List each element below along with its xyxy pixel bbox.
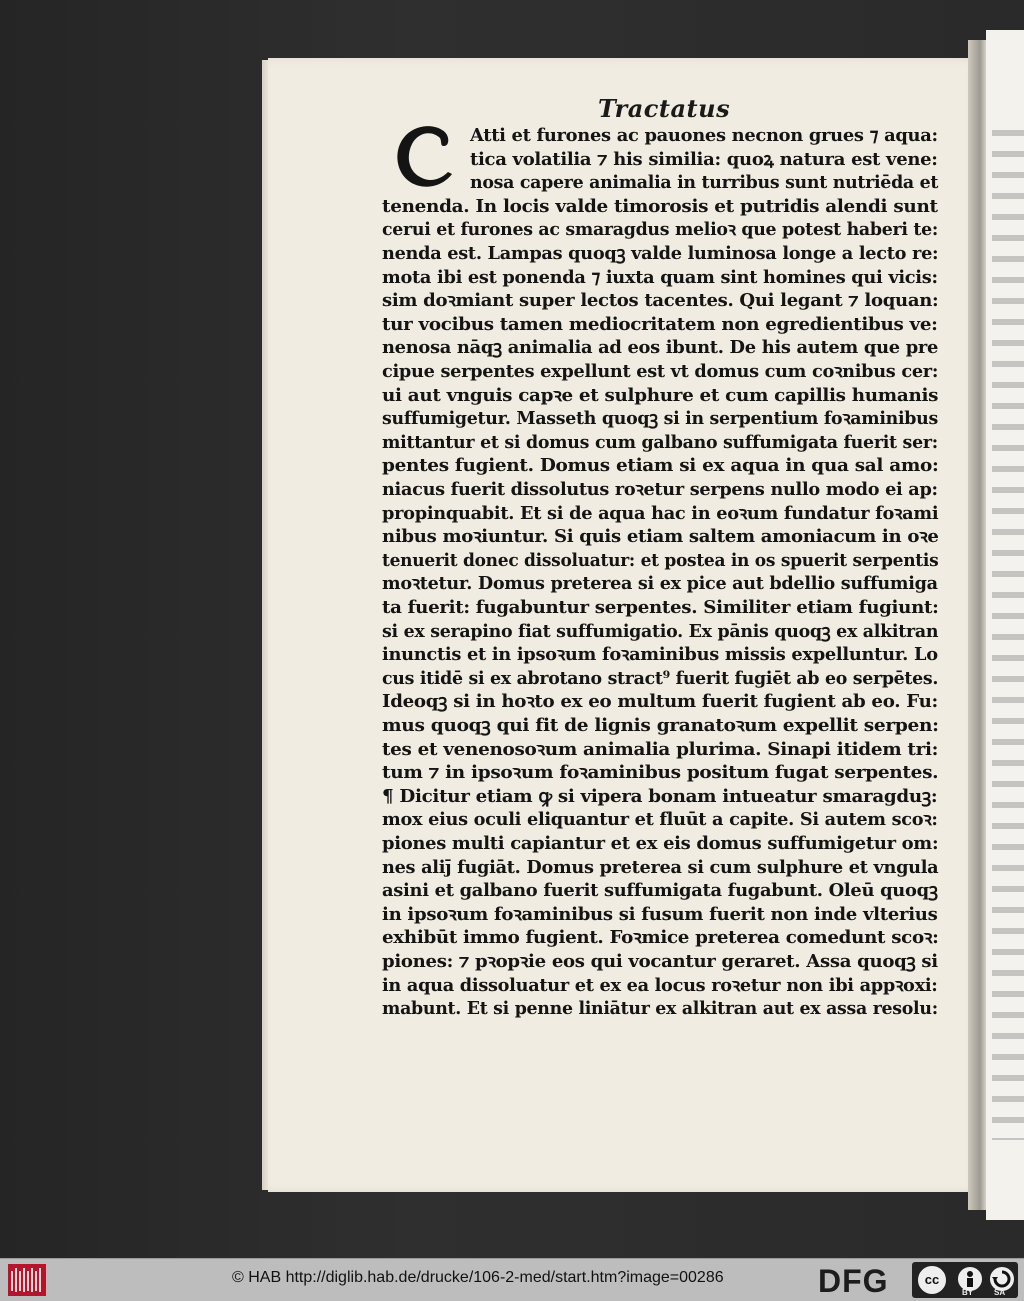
text-line: nenosa nāqꝫ animalia ad eos ibunt. De his autem que pre: [382, 337, 939, 359]
facing-page-edge: [986, 30, 1024, 1220]
text-line: exhibūt immo fugient. Foꝛmice preterea comedunt scoꝛ:: [382, 927, 939, 949]
text-line: tenuerit donec dissoluatur: et postea in os spuerit serpentis: [382, 549, 939, 571]
text-line: cus itidē si ex abrotano stract⁹ fuerit fugiēt ab eo serpētes.: [382, 667, 939, 689]
text-line: moꝛtetur. Domus preterea si ex pice aut bdellio suffumiga: [382, 573, 938, 595]
text-line: cipue serpentes expellunt est vt domus cum coꝛnibus cer:: [382, 361, 939, 382]
text-line: tenenda. In locis valde timorosis et putridis alendi sunt: [382, 195, 938, 217]
by-label: BY: [962, 1288, 974, 1297]
text-line: propinquabit. Et si de aqua hac in eoꝛum fundatur foꝛami: [382, 502, 939, 524]
text-line: mabunt. Et si penne liniātur ex alkitran aut ex assa resolu:: [382, 998, 938, 1020]
footer-bar: [0, 1258, 1024, 1301]
text-line: in aqua dissoluatur et ex ea locus roꝛetur non ibi appꝛoxi:: [382, 974, 938, 996]
text-line: in ipsoꝛum foꝛaminibus si fusum fuerit non inde vlterius: [382, 903, 938, 925]
text-line: piones: ⁊ pꝛopꝛie eos qui vocantur geraret. Assa quoqꝫ si: [382, 951, 938, 972]
text-line: inunctis et in ipsoꝛum foꝛaminibus missis expelluntur. Lo: [382, 644, 938, 666]
hab-library-logo-icon[interactable]: [8, 1264, 46, 1296]
text-line: tica volatilia ⁊ his similia: quoꝝ natura est vene:: [470, 148, 938, 170]
text-line: nenda est. Lampas quoqꝫ valde luminosa longe a lecto re:: [382, 243, 939, 264]
text-line: tur vocibus tamen mediocritatem non egredientibus ve:: [382, 313, 938, 335]
text-line: piones multi capiantur et ex eis domus suffumigetur om:: [382, 833, 939, 854]
text-line: nosa capere animalia in turribus sunt nutriēda et: [470, 172, 939, 194]
text-line: nibus moꝛiuntur. Si quis etiam saltem amoniacum in oꝛe: [382, 526, 939, 548]
text-line: mox eius oculi eliquantur et fluūt a capite. Si autem scoꝛ:: [382, 809, 938, 831]
text-line: Ideoqꝫ si in hoꝛto ex eo multum fuerit fugient ab eo. Fu:: [382, 691, 938, 713]
text-line: tes et venenosoꝛum animalia plurima. Sinapi itidem tri:: [382, 738, 939, 760]
text-line: pentes fugient. Domus etiam si ex aqua in qua sal amo:: [382, 455, 939, 477]
text-line: Atti et furones ac pauones necnon grues ⁊ aqua:: [470, 125, 938, 146]
text-line: mittantur et si domus cum galbano suffumigata fuerit ser:: [382, 431, 938, 453]
text-line: niacus fuerit dissolutus roꝛetur serpens nullo modo ei ap:: [382, 479, 938, 500]
text-line: si ex serapino fiat suffumigatio. Ex pānis quoqꝫ ex alkitran: [382, 620, 939, 642]
running-head: Tractatus: [598, 94, 731, 123]
dfg-logo[interactable]: DFG: [818, 1263, 889, 1299]
text-line: mota ibi est ponenda ⁊ iuxta quam sint homines qui vicis:: [382, 266, 938, 288]
text-line: suffumigetur. Masseth quoqꝫ si in serpentium foꝛaminibus: [382, 408, 938, 430]
text-line: ta fuerit: fugabuntur serpentes. Similiter etiam fugiunt:: [382, 597, 939, 618]
drop-initial: [390, 120, 462, 192]
sa-label: SA: [994, 1288, 1006, 1297]
text-line: asini et galbano fuerit suffumigata fugabunt. Oleū quoqꝫ: [382, 880, 938, 902]
copyright-credit-link[interactable]: © HAB http://diglib.hab.de/drucke/106-2-med/start.htm?image=00286: [232, 1269, 724, 1286]
facing-page-text-ghost: [992, 120, 1024, 1140]
text-line: ui aut vnguis capꝛe et sulphure et cum capillis humanis: [382, 384, 939, 406]
text-line: sim doꝛmiant super lectos tacentes. Qui legant ⁊ loquan:: [382, 290, 939, 312]
book-gutter: [968, 40, 988, 1210]
cc-icon: cc: [916, 1264, 948, 1296]
text-line: nes aliȷ̄ fugiāt. Domus preterea si cum sulphure et vngula: [382, 856, 939, 878]
text-line: tum ⁊ in ipsoꝛum foꝛaminibus positum fugat serpentes.: [382, 762, 939, 784]
cc-by-sa-icon[interactable]: [912, 1262, 1018, 1298]
text-line: ¶ Dicitur etiam ꝙ si vipera bonam intueatur smaragduꝫ:: [382, 785, 938, 807]
text-line: cerui et furones ac smaragdus melioꝛ que potest haberi te:: [382, 219, 938, 241]
text-line: mus quoqꝫ qui fit de lignis granatoꝛum expellit serpen:: [382, 715, 939, 736]
